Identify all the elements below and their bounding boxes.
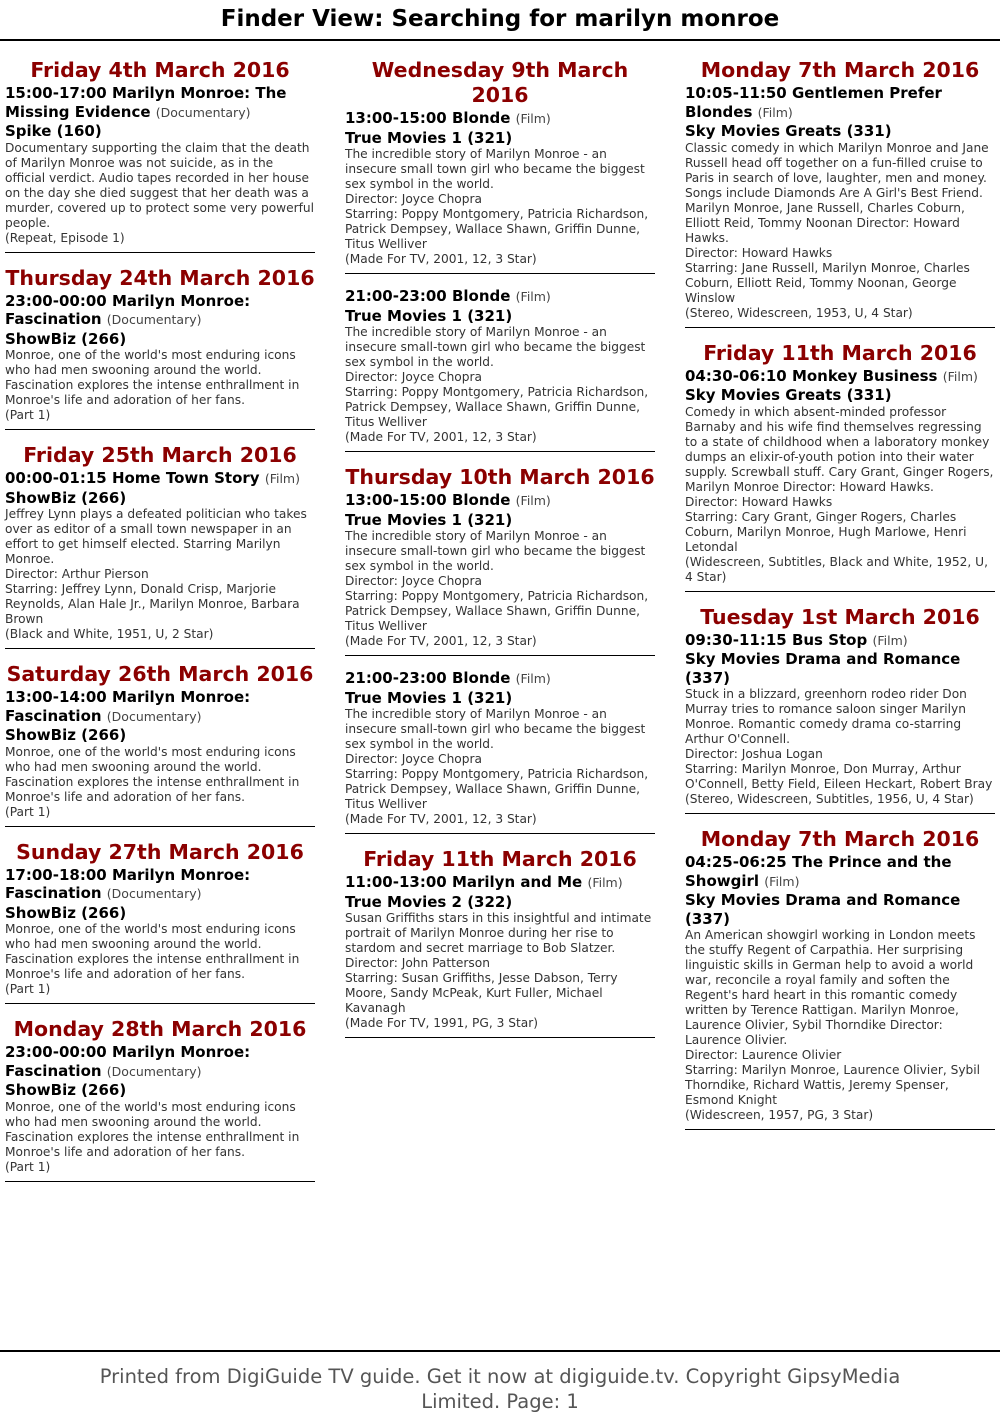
listing-date: Monday 7th March 2016 (700, 827, 980, 851)
listing-genre: (Film) (872, 632, 908, 648)
listing-description: The incredible story of Marilyn Monroe - an insecure small town girl who became the biggest sex symbol in the world. (345, 147, 645, 191)
listing-heading (345, 109, 655, 129)
listing-date: Friday 25th March 2016 (23, 443, 297, 467)
listing-description: The incredible story of Marilyn Monroe - an insecure small-town girl who became the biggest sex symbol in the world. (345, 529, 646, 573)
listing-channel: True Movies 1 (321) (345, 688, 513, 707)
listing-detail: (Black and White, 1951, U, 2 Star) (5, 627, 214, 641)
listing-detail: Director: Arthur Pierson (5, 567, 149, 581)
listing-detail: Starring: Jeffrey Lynn, Donald Crisp, Marjorie Reynolds, Alan Hale Jr., Marilyn Monroe, Barbara Brown (5, 582, 300, 626)
listing-date: Wednesday 9th March 2016 (371, 58, 629, 107)
listing-detail: Director: Howard Hawks (685, 494, 833, 509)
listing-channel: Spike (160) (5, 122, 102, 140)
listing-time-title: 04:30-06:10 Monkey Business (685, 366, 938, 385)
listing-channel: True Movies 1 (321) (345, 510, 513, 529)
listing-heading (5, 469, 315, 489)
listing-detail: Starring: Susan Griffiths, Jesse Dabson, Terry Moore, Sandy McPeak, Kurt Fuller, Michael Kavanagh (345, 971, 618, 1015)
listing-detail: (Stereo, Widescreen, Subtitles, 1956, U, 4 Star) (685, 792, 974, 806)
listing-entry (5, 58, 315, 253)
listing-detail: Director: Joyce Chopra (345, 192, 482, 206)
listing-description: Comedy in which absent-minded professor Barnaby and his wife find themselves regressing to a state of childhood when a laboratory monkey dumps an elixir-of-youth potion into their water supply. Screwball stuff. Cary Grant, Ginger Rogers, Marilyn Monroe Director: Howard Hawks. (685, 404, 994, 494)
listing-heading (685, 853, 995, 891)
listing-genre: (Film) (515, 289, 551, 304)
listing-genre: (Film) (587, 875, 623, 890)
listing-detail: (Part 1) (5, 982, 51, 996)
listing-entry (685, 58, 995, 328)
listing-description: The incredible story of Marilyn Monroe - an insecure small-town girl who became the biggest sex symbol in the world. (345, 325, 646, 369)
listing-heading (685, 367, 995, 387)
listing-detail: Starring: Poppy Montgomery, Patricia Richardson, Patrick Dempsey, Wallace Shawn, Griffin Dunne, Titus Welliver (345, 207, 649, 251)
listing-entry (5, 1017, 315, 1182)
listing-time-title: 13:00-15:00 Blonde (345, 109, 511, 127)
listing-detail: Starring: Poppy Montgomery, Patricia Richardson, Patrick Dempsey, Wallace Shawn, Griffin Dunne, Titus Welliver (345, 767, 649, 811)
listing-date: Monday 28th March 2016 (13, 1017, 307, 1041)
listing-column-1 (5, 58, 315, 1195)
listing-detail: Starring: Cary Grant, Ginger Rogers, Charles Coburn, Marilyn Monroe, Hugh Marlowe, Henri Letondal (685, 509, 967, 554)
listing-time-title: 13:00-14:00 Marilyn Monroe: Fascination (5, 688, 251, 725)
listing-date: Friday 11th March 2016 (363, 847, 637, 871)
listing-channel: Sky Movies Drama and Romance (337) (685, 891, 961, 928)
page-footer: Printed from DigiGuide TV guide. Get it now at digiguide.tv. Copyright GipsyMedia Limited. Page: 1 (99, 1365, 901, 1413)
listing-heading (5, 292, 315, 330)
listing-detail: (Part 1) (5, 1159, 51, 1174)
listing-description: Monroe, one of the world's most enduring icons who had men swooning around the world. Fascination explores the intense enthrallment in Monroe's life and adoration of her fans. (5, 1099, 300, 1159)
listing-heading (5, 688, 315, 726)
listing-time-title: 21:00-23:00 Blonde (345, 287, 511, 305)
listing-entry (345, 669, 655, 834)
listing-description: An American showgirl working in London meets the stuffy Regent of Carpathia. Her surprising linguistic skills in German help to avoid a world war, reconcile a royal family and soften the Regent's hard heart in this romantic comedy written by Terence Rattigan. Marilyn Monroe, Laurence Olivier, Sybil Thorndike Director: Laurence Olivier. (685, 928, 976, 1047)
listing-heading (345, 873, 655, 893)
listing-time-title: 13:00-15:00 Blonde (345, 491, 511, 509)
listing-heading (345, 491, 655, 511)
listing-entry (5, 662, 315, 827)
listing-channel: ShowBiz (266) (5, 329, 127, 348)
listing-heading (5, 866, 315, 904)
listing-description: The incredible story of Marilyn Monroe - an insecure small-town girl who became the biggest sex symbol in the world. (345, 707, 646, 751)
listing-description: Stuck in a blizzard, greenhorn rodeo rider Don Murray tries to romance saloon singer Marilyn Monroe. Romantic comedy drama co-starring Arthur O'Connell. (685, 687, 967, 746)
listing-channel: Sky Movies Greats (331) (685, 386, 892, 404)
listing-detail: Director: Joyce Chopra (345, 370, 482, 384)
listing-genre: (Film) (515, 493, 551, 508)
listing-detail: Director: Joyce Chopra (345, 574, 482, 588)
listing-detail: (Made For TV, 2001, 12, 3 Star) (345, 812, 537, 826)
listing-heading (345, 287, 655, 307)
listing-date: Thursday 24th March 2016 (5, 265, 315, 290)
listing-detail: Starring: Marilyn Monroe, Don Murray, Arthur O'Connell, Betty Field, Eileen Heckart, Robert Bray (685, 762, 993, 791)
listing-detail: (Part 1) (5, 408, 51, 422)
listing-date: Sunday 27th March 2016 (16, 839, 304, 864)
listing-entry (5, 840, 315, 1005)
listing-date: Monday 7th March 2016 (700, 58, 980, 82)
listing-genre: (Film) (757, 104, 793, 120)
listing-description: Documentary supporting the claim that the death of Marilyn Monroe was not suicide, as in the official verdict. Audio tapes recorded in her house on the day she died suggest that her death was a murder, covered up to protect some very powerful people. (5, 140, 315, 230)
listing-date: Friday 11th March 2016 (703, 340, 977, 365)
listing-date: Friday 4th March 2016 (30, 58, 290, 82)
listing-date: Tuesday 1st March 2016 (700, 604, 980, 629)
listing-detail: Starring: Jane Russell, Marilyn Monroe, Charles Coburn, Elliott Reid, Tommy Noonan, George Winslow (685, 260, 970, 305)
listing-channel: Sky Movies Greats (331) (685, 122, 892, 140)
listing-genre: (Documentary) (155, 104, 251, 120)
listing-time-title: 17:00-18:00 Marilyn Monroe: Fascination (5, 865, 251, 902)
listing-heading (5, 1043, 315, 1081)
listing-genre: (Film) (264, 471, 300, 486)
listing-entry (345, 465, 655, 656)
listing-time-title: 21:00-23:00 Blonde (345, 669, 511, 687)
listing-genre: (Documentary) (106, 708, 202, 724)
listing-genre: (Documentary) (106, 1063, 202, 1079)
listing-detail: Starring: Poppy Montgomery, Patricia Richardson, Patrick Dempsey, Wallace Shawn, Griffin Dunne, Titus Welliver (345, 589, 649, 633)
listing-description: Jeffrey Lynn plays a defeated politician who takes over as editor of a small town newspaper in an effort to get himself elected. Starring Marilyn Monroe. (5, 507, 307, 566)
listing-detail: Director: Howard Hawks (685, 245, 833, 260)
listing-entry (345, 58, 655, 274)
listing-detail: (Made For TV, 1991, PG, 3 Star) (345, 1016, 538, 1030)
listing-heading (5, 84, 315, 122)
listing-column-3 (685, 58, 995, 1143)
listing-heading (685, 631, 995, 651)
listing-channel: ShowBiz (266) (5, 903, 127, 922)
listing-genre: (Film) (942, 368, 978, 384)
listing-date: Saturday 26th March 2016 (6, 662, 314, 686)
listing-time-title: 23:00-00:00 Marilyn Monroe: Fascination (5, 1043, 251, 1080)
listing-detail: (Stereo, Widescreen, 1953, U, 4 Star) (685, 305, 913, 320)
listing-detail: Director: Laurence Olivier (685, 1048, 842, 1062)
listing-detail: (Widescreen, 1957, PG, 3 Star) (685, 1108, 874, 1122)
listing-detail: Starring: Poppy Montgomery, Patricia Richardson, Patrick Dempsey, Wallace Shawn, Griffin Dunne, Titus Welliver (345, 385, 649, 429)
listing-time-title: 10:05-11:50 Gentlemen Prefer Blondes (685, 84, 942, 121)
listing-heading (345, 669, 655, 689)
listing-entry (685, 827, 995, 1130)
listing-date: Thursday 10th March 2016 (345, 465, 655, 489)
listing-time-title: 04:25-06:25 The Prince and the Showgirl (685, 853, 952, 890)
listing-channel: ShowBiz (266) (5, 726, 127, 744)
listing-detail: (Part 1) (5, 804, 51, 819)
header-divider (0, 39, 1000, 41)
listing-time-title: 23:00-00:00 Marilyn Monroe: Fascination (5, 291, 251, 328)
listing-channel: ShowBiz (266) (5, 1081, 127, 1099)
listing-channel: True Movies 2 (322) (345, 892, 513, 911)
listing-entry (685, 341, 995, 592)
listing-time-title: 00:00-01:15 Home Town Story (5, 469, 260, 487)
listing-channel: ShowBiz (266) (5, 488, 127, 507)
listing-entry (345, 847, 655, 1038)
listing-detail: (Made For TV, 2001, 12, 3 Star) (345, 634, 537, 648)
listing-detail: (Repeat, Episode 1) (5, 230, 125, 245)
listing-time-title: 15:00-17:00 Marilyn Monroe: The Missing Evidence (5, 84, 287, 121)
listing-entry (685, 605, 995, 815)
listing-detail: (Widescreen, Subtitles, Black and White, 1952, U, 4 Star) (685, 554, 988, 584)
listing-detail: Director: John Patterson (345, 956, 490, 970)
listing-description: Classic comedy in which Marilyn Monroe and Jane Russell head off together on a fun-filled cruise to Paris in search of love, laughter, men and money. Songs include Diamonds Are A Girl's Best Friend. Marilyn Monroe, Jane Russell, Charles Coburn, Elliott Reid, Tommy Noonan Director: Howard Hawks. (685, 140, 989, 245)
listing-description: Monroe, one of the world's most enduring icons who had men swooning around the world. Fascination explores the intense enthrallment in Monroe's life and adoration of her fans. (5, 348, 300, 407)
listing-heading (685, 84, 995, 122)
listing-column-2 (345, 58, 655, 1051)
page-title: Finder View: Searching for marilyn monroe (220, 6, 780, 32)
listing-channel: True Movies 1 (321) (345, 128, 513, 147)
listing-genre: (Documentary) (106, 312, 202, 327)
listing-genre: (Film) (764, 873, 800, 889)
listing-time-title: 11:00-13:00 Marilyn and Me (345, 873, 583, 891)
footer-divider (0, 1350, 1000, 1352)
listing-entry (5, 443, 315, 649)
listing-detail: (Made For TV, 2001, 12, 3 Star) (345, 252, 537, 266)
listing-genre: (Documentary) (106, 886, 202, 901)
listing-channel: Sky Movies Drama and Romance (337) (685, 650, 961, 687)
listing-entry (345, 287, 655, 452)
listing-genre: (Film) (515, 671, 551, 686)
listing-detail: Director: Joyce Chopra (345, 752, 482, 766)
listing-description: Monroe, one of the world's most enduring icons who had men swooning around the world. Fascination explores the intense enthrallment in Monroe's life and adoration of her fans. (5, 922, 300, 981)
listing-description: Susan Griffiths stars in this insightful and intimate portrait of Marilyn Monroe during her rise to stardom and secret marriage to Bob Slatzer. (345, 911, 652, 955)
listing-detail: Director: Joshua Logan (685, 747, 823, 761)
listing-genre: (Film) (515, 111, 551, 126)
listing-detail: Starring: Marilyn Monroe, Laurence Olivier, Sybil Thorndike, Richard Wattis, Jeremy Spenser, Esmond Knight (685, 1063, 981, 1107)
listing-description: Monroe, one of the world's most enduring icons who had men swooning around the world. Fascination explores the intense enthrallment in Monroe's life and adoration of her fans. (5, 744, 300, 804)
listing-entry (5, 266, 315, 431)
listing-channel: True Movies 1 (321) (345, 306, 513, 325)
listing-time-title: 09:30-11:15 Bus Stop (685, 630, 868, 649)
listing-detail: (Made For TV, 2001, 12, 3 Star) (345, 430, 537, 444)
